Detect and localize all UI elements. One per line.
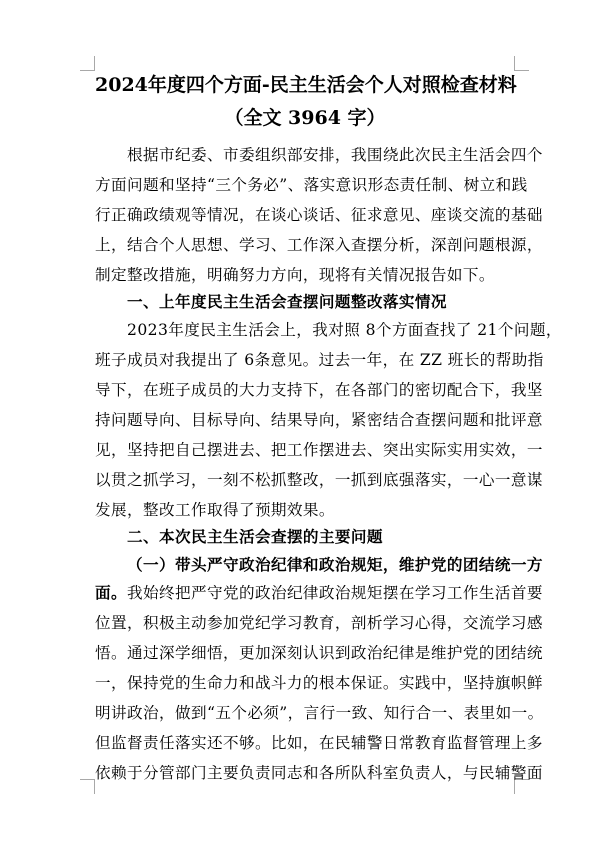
paragraph-line: 上，结合个人思想、学习、工作深入查摆分析，深剖问题根源， [95, 236, 543, 254]
paragraph-line: 2023年度民主生活会上，我对照 8个方面查找了 21个问题， [127, 321, 562, 339]
paragraph-line: 一，保持党的生命力和战斗力的根本保证。实践中，坚持旗帜鲜 [95, 674, 543, 692]
paragraph-line: 方面问题和坚持“三个务必”、落实意识形态责任制、树立和践 [95, 176, 528, 194]
paragraph-line: 悟。通过深学细悟，更加深刻认识到政治纪律是维护党的团结统 [95, 644, 543, 662]
document-subtitle: （全文 3964 字） [224, 107, 386, 129]
paragraph-line: 位置，积极主动参加党纪学习教育，剖析学习心得，交流学习感 [95, 614, 543, 632]
section-heading: 一、上年度民主生活会查摆问题整改落实情况 [127, 292, 447, 311]
paragraph-line: 见，坚持把自己摆进去、把工作摆进去、突出实际实用实效，一 [95, 441, 543, 459]
document-title: 2024年度四个方面-民主生活会个人对照检查材料 [95, 74, 517, 96]
paragraph-line: 以贯之抓学习，一刻不松抓整改，一抓到底强落实，一心一意谋 [95, 471, 543, 489]
page-corner-mark-top-left [80, 56, 95, 71]
page-corner-mark-top-right [514, 56, 529, 71]
paragraph-line [95, 581, 543, 603]
subsection-heading-end: 面。 [95, 583, 127, 602]
paragraph-text: 我始终把严守党的政治纪律政治规矩摆在学习工作生活首要 [127, 584, 543, 602]
paragraph-line: 导下，在班子成员的大力支持下，在各部门的密切配合下，我坚 [95, 381, 543, 399]
paragraph-line: 根据市纪委、市委组织部安排，我围绕此次民主生活会四个 [127, 146, 543, 164]
paragraph-line: 制定整改措施，明确努力方向，现将有关情况报告如下。 [95, 266, 495, 284]
paragraph-line: 但监督责任落实还不够。比如，在民辅警日常教育监督管理上多 [95, 734, 543, 752]
subsection-heading: （一）带头严守政治纪律和政治规矩，维护党的团结统一方 [127, 555, 543, 574]
page-corner-mark-bottom-left [80, 779, 95, 794]
paragraph-line: 班子成员对我提出了 6条意见。过去一年，在 ZZ 班长的帮助指 [95, 351, 544, 369]
paragraph-line: 依赖于分管部门主要负责同志和各所队科室负责人，与民辅警面 [95, 764, 543, 782]
paragraph-line: 行正确政绩观等情况，在谈心谈话、征求意见、座谈交流的基础 [95, 206, 543, 224]
paragraph-line: 发展，整改工作取得了预期效果。 [95, 501, 335, 519]
paragraph-line: 明讲政治，做到“五个必须”，言行一致、知行合一、表里如一。 [95, 704, 544, 722]
section-heading: 二、本次民主生活会查摆的主要问题 [127, 527, 383, 546]
paragraph-line: 持问题导向、目标导向、结果导向，紧密结合查摆问题和批评意 [95, 411, 543, 429]
